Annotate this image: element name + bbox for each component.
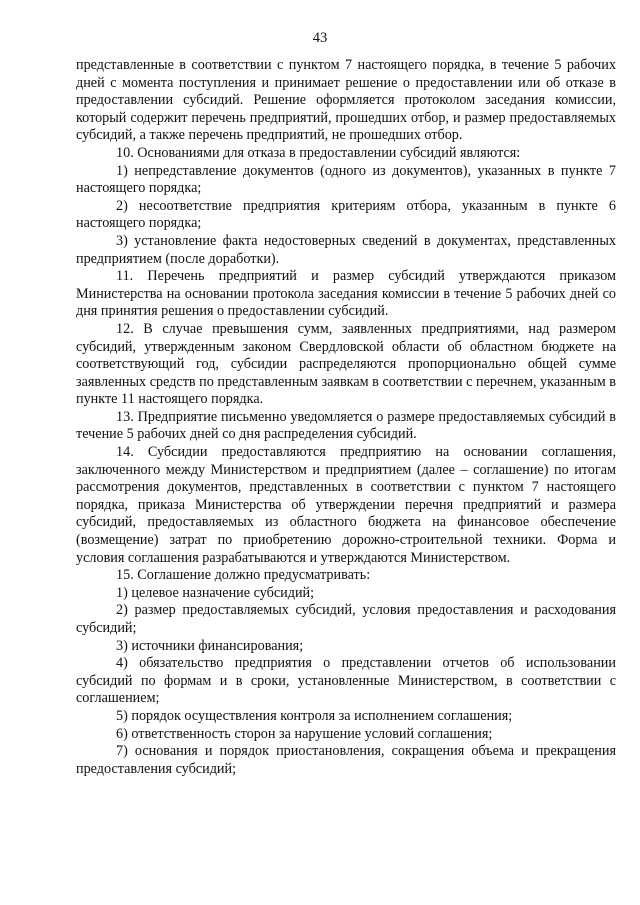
paragraph-13: 13. Предприятие письменно уведомляется о размере предоставляемых субсидий в течение 5 рабочих дней со дня распределения субсидий. — [76, 408, 616, 443]
paragraph-10: 10. Основаниями для отказа в предоставлении субсидий являются: — [116, 144, 521, 161]
paragraph-15: 15. Соглашение должно предусматривать: — [116, 567, 371, 584]
page-number: 43 — [312, 30, 328, 46]
document-body — [76, 57, 616, 778]
list-item-15-7: 7) основания и порядок приостановления, сокращения объема и прекращения предоставления субсидий; — [76, 743, 616, 777]
list-item-15-1: 1) целевое назначение субсидий; — [116, 584, 315, 601]
list-item-15-3: 3) источники финансирования; — [116, 637, 304, 654]
list-item-10-3: 3) установление факта недостоверных сведений в документах, представленных предприятием (после доработки). — [76, 232, 616, 267]
paragraph-12: 12. В случае превышения сумм, заявленных предприятиями, над размером субсидий, утвержденным законом Свердловской области об областном бюджете на соответствующий год, субсидии распределяются пропорционально общей сумме заявленных средств по представленным заявкам в соответствии с перечнем, указанным в пункте 11 настоящего порядка. — [76, 320, 616, 408]
list-item-10-1: 1) непредставление документов (одного из документов), указанных в пункте 7 настоящего порядка; — [76, 162, 616, 197]
list-item-15-5: 5) порядок осуществления контроля за исполнением соглашения; — [116, 707, 513, 724]
paragraph-continuation: представленные в соответствии с пунктом 7 настоящего порядка, в течение 5 рабочих дней с момента поступления и принимает решение о предоставлении или об отказе в предоставлении субсидий. Решение оформляется протоколом заседания комиссии, который содержит перечень предприятий, прошедших отбор, и размер предоставляемых субсидий, а также перечень предприятий, не прошедших отбор. — [76, 57, 616, 144]
paragraph-14: 14. Субсидии предоставляются предприятию на основании соглашения, заключенного между Министерством и предприятием (далее – соглашение) по итогам рассмотрения документов, представленных в соответствии с пунктом 7 настоящего порядка, приказа Министерства об утверждении перечня предприятий и размера субсидий, предоставляемых из областного бюджета на финансовое обеспечение (возмещение) затрат по приобретению дорожно-строительной техники. Форма и условия соглашения разрабатываются и утверждаются Министерством. — [76, 444, 616, 566]
list-item-15-2: 2) размер предоставляемых субсидий, условия предоставления и расходования субсидий; — [76, 602, 616, 636]
paragraph-11: 11. Перечень предприятий и размер субсидий утверждаются приказом Министерства на основании протокола заседания комиссии в течение 5 рабочих дней со дня принятия решения о предоставлении субсидий. — [76, 268, 616, 320]
list-item-15-6: 6) ответственность сторон за нарушение условий соглашения; — [116, 725, 493, 742]
list-item-15-4: 4) обязательство предприятия о представлении отчетов об использовании субсидий по формам и в сроки, установленные Министерством, в соответствии с соглашением; — [76, 655, 616, 707]
list-item-10-2: 2) несоответствие предприятия критериям отбора, указанным в пункте 6 настоящего порядка; — [76, 197, 616, 232]
